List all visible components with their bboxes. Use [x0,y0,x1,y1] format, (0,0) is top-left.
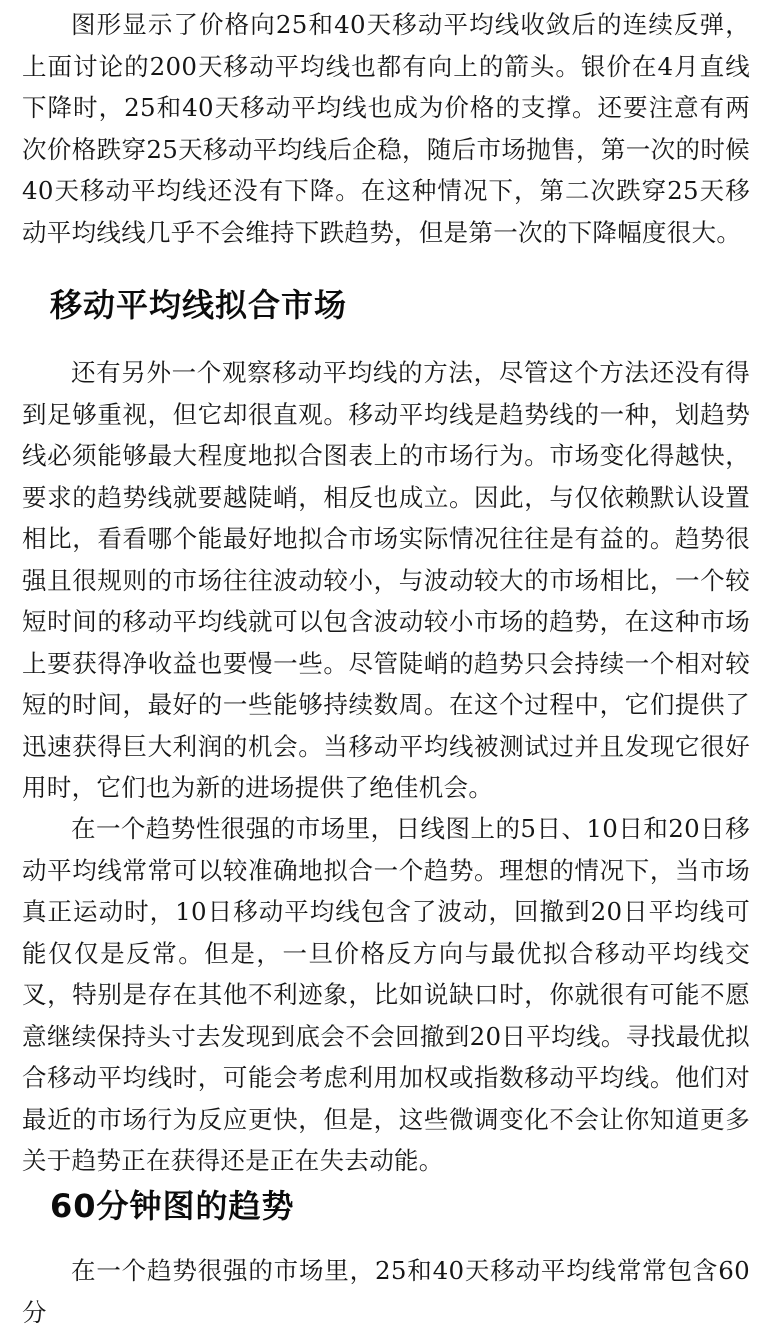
section-heading-60-minute-trend: 60分钟图的趋势 [50,1187,295,1225]
paragraph-daily-moving-averages: 在一个趋势性很强的市场里，日线图上的5日、10日和20日移动平均线常常可以较准确地拟合一个趋势。理想的情况下，当市场真正运动时，10日移动平均线包含了波动，回撤到20日平均线可能仅仅是反常。但是，一旦价格反方向与最优拟合移动平均线交叉，特别是存在其他不利迹象，比如说缺口时，你就很有可能不愿意继续保持头寸去发现到底会不会回撤到20日平均线。寻找最优拟合移动平均线时，可能会考虑利用加权或指数移动平均线。他们对最近的市场行为反应更快，但是，这些微调变化不会让你知道更多关于趋势正在获得还是正在失去动能。 [22,814,750,1175]
section-heading-fit-market: 移动平均线拟合市场 [50,286,348,324]
paragraph-silver-rally: 图形显示了价格向25和40天移动平均线收敛后的连续反弹，上面讨论的200天移动平均线也都有向上的箭头。银价在4月直线下降时，25和40天移动平均线也成为价格的支撑。还要注意有两次价格跌穿25天移动平均线后企稳，随后市场抛售，第一次的时候40天移动平均线还没有下降。在这种情况下，第二次跌穿25天移动平均线线几乎不会维持下跌趋势，但是第一次的下降幅度很大。 [22,10,750,247]
paragraph-60-minute-intro: 在一个趋势很强的市场里，25和40天移动平均线常常包含60分 [22,1256,750,1327]
paragraph-trendline-fit: 还有另外一个观察移动平均线的方法，尽管这个方法还没有得到足够重视，但它却很直观。移动平均线是趋势线的一种，划趋势线必须能够最大程度地拟合图表上的市场行为。市场变化得越快，要求的趋势线就要越陡峭，相反也成立。因此，与仅依赖默认设置相比，看看哪个能最好地拟合市场实际情况往往是有益的。趋势很强且很规则的市场往往波动较小，与波动较大的市场相比，一个较短时间的移动平均线就可以包含波动较小市场的趋势，在这种市场上要获得净收益也要慢一些。尽管陡峭的趋势只会持续一个相对较短的时间，最好的一些能够持续数周。在这个过程中，它们提供了迅速获得巨大利润的机会。当移动平均线被测试过并且发现它很好用时，它们也为新的进场提供了绝佳机会。 [22,358,750,802]
